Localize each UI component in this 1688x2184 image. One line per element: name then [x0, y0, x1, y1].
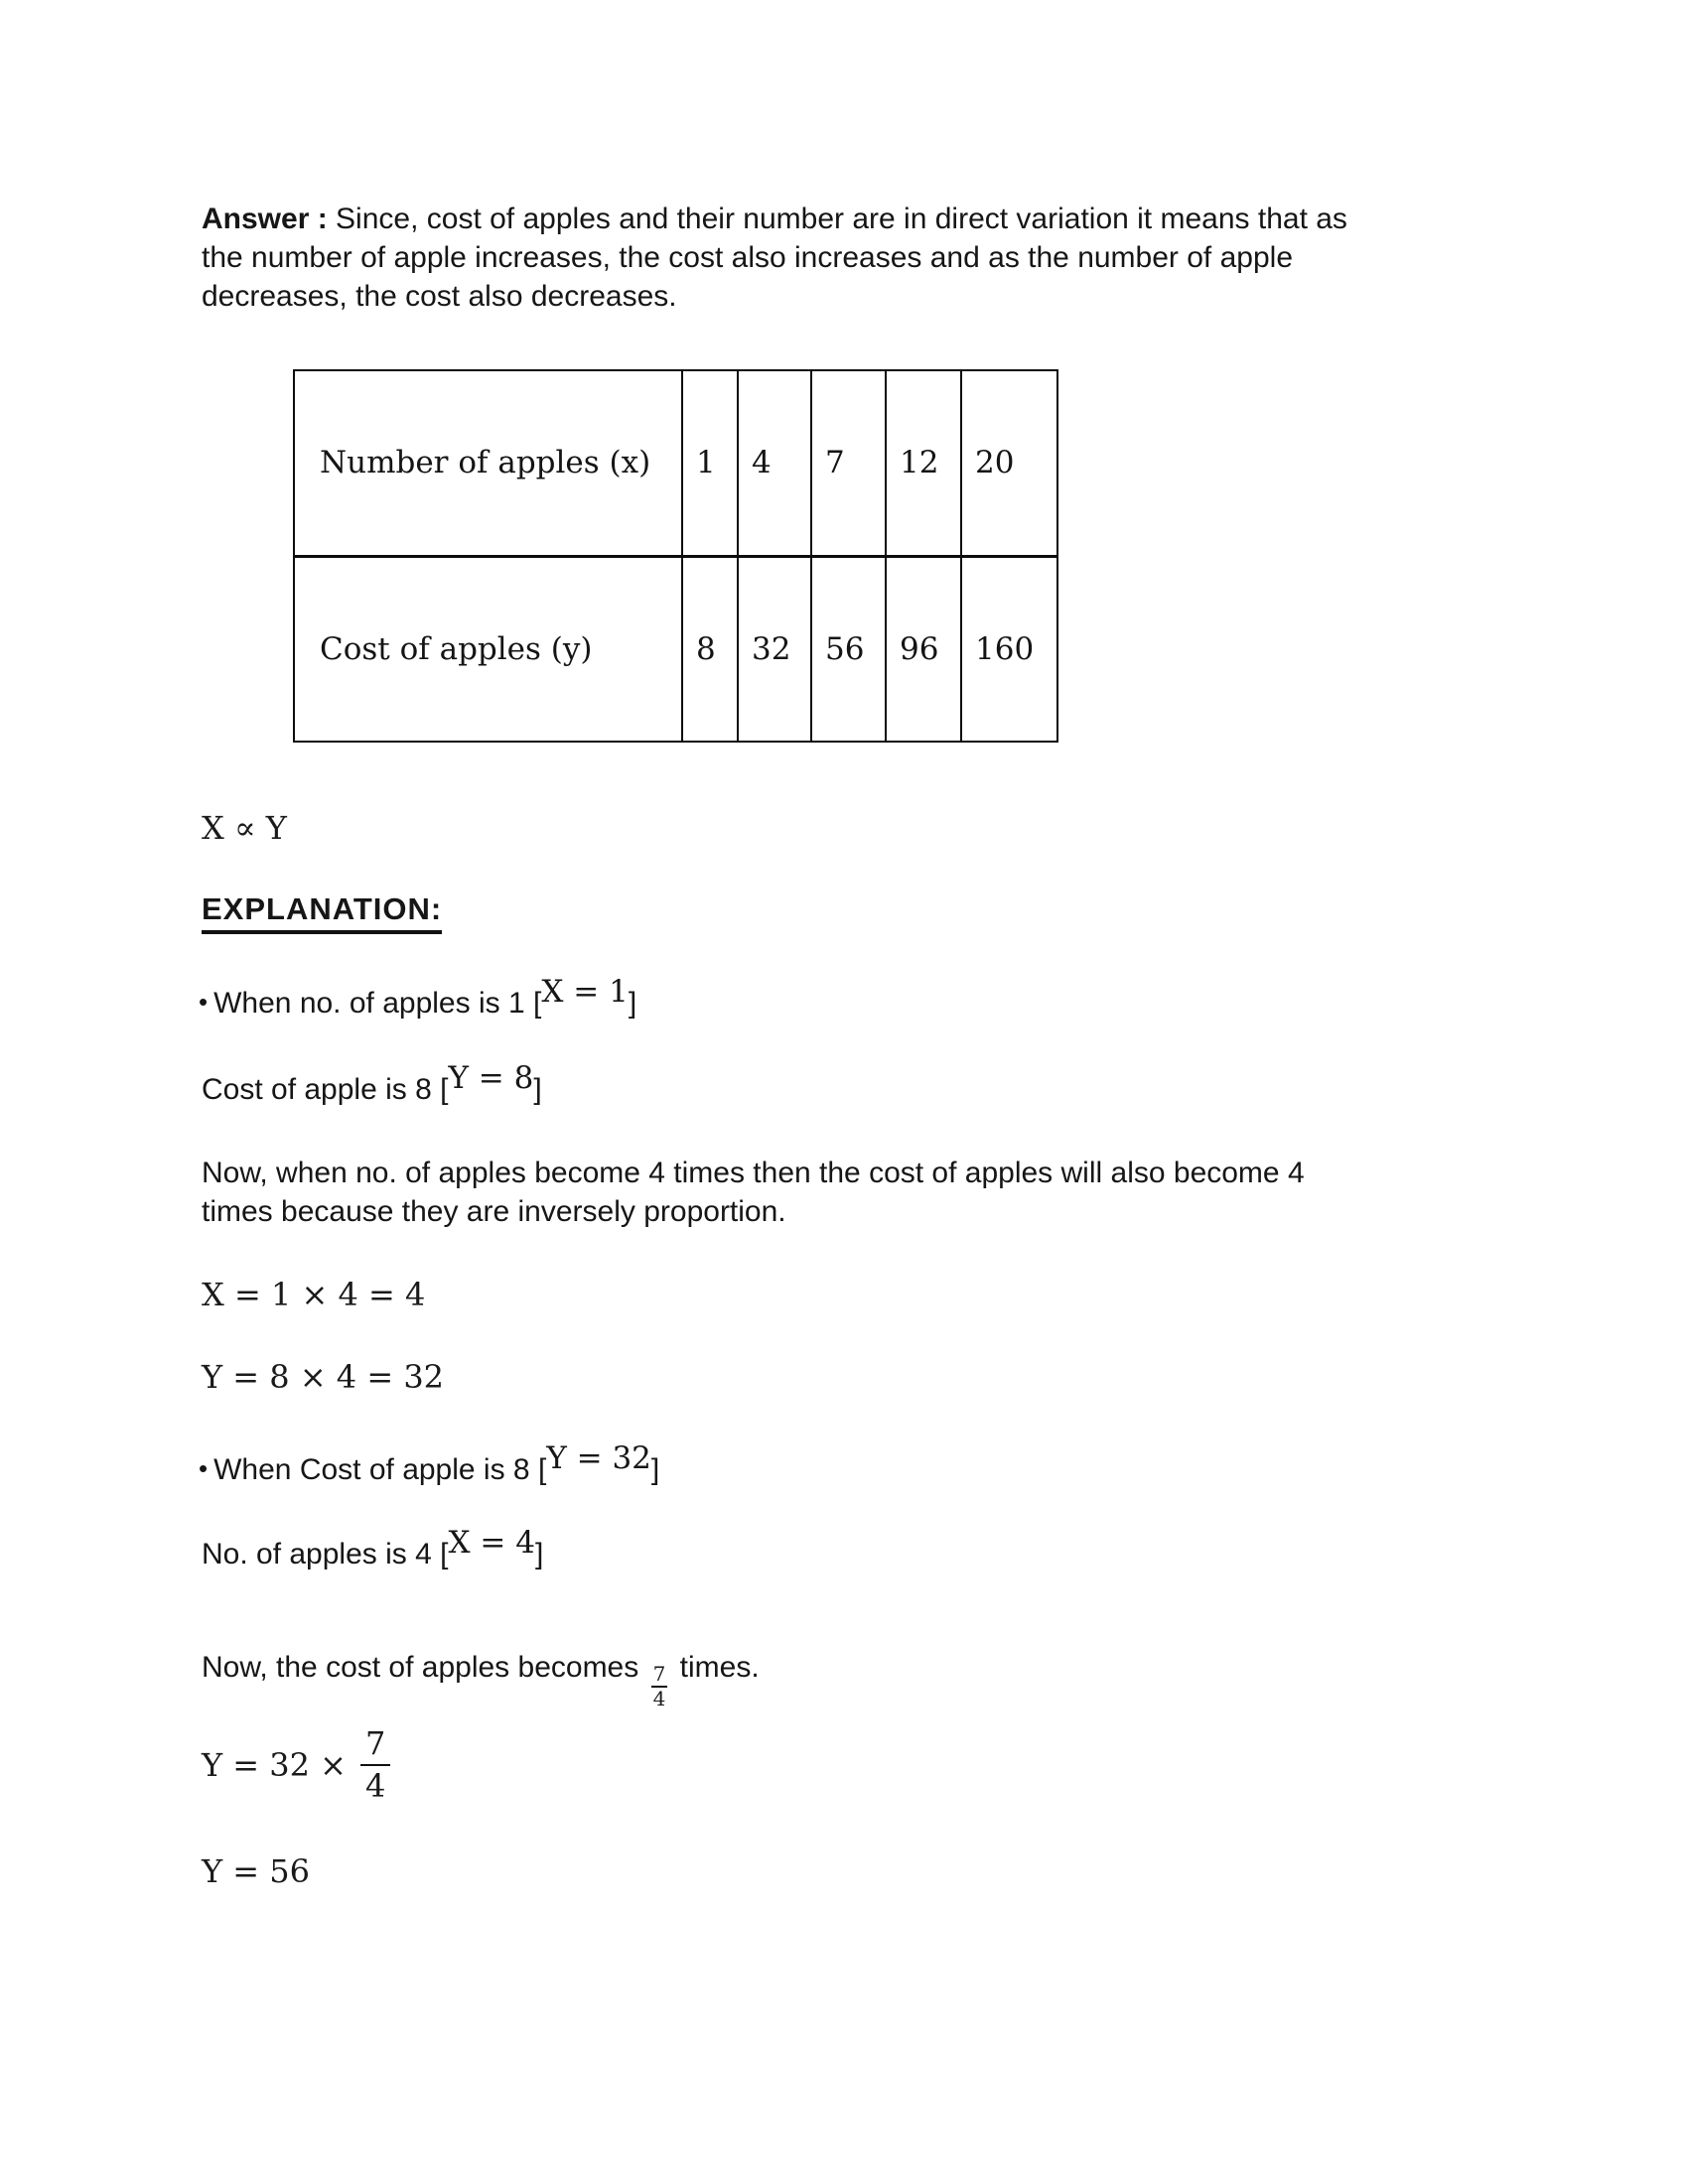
- apples4-line: [202, 1525, 544, 1571]
- answer-line-1-text: Since, cost of apples and their number are in direct variation it means that as: [336, 203, 1347, 235]
- cost8-line: [202, 1060, 542, 1107]
- answer-label: Answer :: [202, 203, 328, 235]
- equation-y-fraction-pre: Y = 32 ×: [202, 1746, 347, 1784]
- fraction-sentence: [202, 1651, 760, 1710]
- apples4-equation: X = 4: [448, 1525, 535, 1561]
- answer-line-3: decreases, the cost also decreases.: [202, 280, 677, 313]
- table-cell: 20: [961, 370, 1057, 556]
- table-cell: 7: [811, 370, 886, 556]
- table-row-number-of-apples: [294, 370, 1057, 556]
- table-row-cost-of-apples: [294, 556, 1057, 742]
- variation-table: [293, 369, 1058, 743]
- open-bracket: [: [537, 1453, 547, 1486]
- fraction-sentence-pre: Now, the cost of apples becomes: [202, 1651, 639, 1684]
- answer-line-1: [202, 200, 1347, 238]
- explanation-paragraph-line-1: Now, when no. of apples become 4 times then the cost of apples will also become 4: [202, 1157, 1305, 1189]
- table-cell: 160: [961, 556, 1057, 742]
- fraction-sentence-post: times.: [679, 1651, 760, 1684]
- explanation-heading-wrapper: [202, 891, 442, 934]
- bullet-point-2: [199, 1440, 660, 1487]
- open-bracket: [: [440, 1538, 449, 1570]
- answer-line-2: the number of apple increases, the cost also increases and as the number of apple: [202, 241, 1293, 274]
- fraction-numerator: 7: [652, 1662, 666, 1686]
- fraction-numerator: 7: [364, 1724, 386, 1762]
- bullet-icon: •: [199, 1453, 209, 1483]
- explanation-heading: EXPLANATION:: [202, 891, 442, 934]
- table-cell: 32: [738, 556, 811, 742]
- bullet2-text: When Cost of apple is 8: [213, 1453, 530, 1486]
- row-label: Cost of apples (y): [294, 556, 682, 742]
- equation-x: X = 1 × 4 = 4: [202, 1276, 426, 1313]
- fraction-denominator: 4: [652, 1687, 666, 1710]
- table-cell: 8: [682, 556, 738, 742]
- bullet-icon: •: [199, 987, 209, 1017]
- row-label: Number of apples (x): [294, 370, 682, 556]
- table-cell: 56: [811, 556, 886, 742]
- cost8-equation: Y = 8: [448, 1060, 534, 1096]
- equation-y: Y = 8 × 4 = 32: [202, 1358, 445, 1396]
- fraction-denominator: 4: [360, 1764, 390, 1807]
- close-bracket: ]: [534, 1538, 544, 1570]
- table-cell: 4: [738, 370, 811, 556]
- table-cell: 1: [682, 370, 738, 556]
- open-bracket: [: [440, 1073, 449, 1106]
- display-fraction: [360, 1723, 390, 1807]
- variation-table-wrapper: [293, 369, 1058, 743]
- explanation-paragraph-line-2: times because they are inversely proportion.: [202, 1195, 786, 1228]
- explanation-paragraph: [202, 1154, 1305, 1231]
- table-cell: 96: [886, 556, 961, 742]
- table-cell: 12: [886, 370, 961, 556]
- cost8-text: Cost of apple is 8: [202, 1073, 432, 1106]
- answer-paragraph: [202, 200, 1347, 316]
- equation-y-fraction: [202, 1723, 390, 1807]
- inline-fraction: [651, 1663, 668, 1710]
- equation-result: Y = 56: [202, 1852, 310, 1890]
- bullet1-equation: X = 1: [541, 974, 629, 1010]
- bullet1-text: When no. of apples is 1: [213, 987, 525, 1020]
- bullet-point-1: [199, 974, 637, 1021]
- apples4-text: No. of apples is 4: [202, 1538, 432, 1570]
- proportionality-relation: X ∝ Y: [202, 809, 287, 847]
- bullet2-equation: Y = 32: [546, 1440, 651, 1476]
- open-bracket: [: [532, 987, 542, 1020]
- close-bracket: ]: [533, 1073, 542, 1106]
- close-bracket: ]: [650, 1453, 660, 1486]
- close-bracket: ]: [628, 987, 637, 1020]
